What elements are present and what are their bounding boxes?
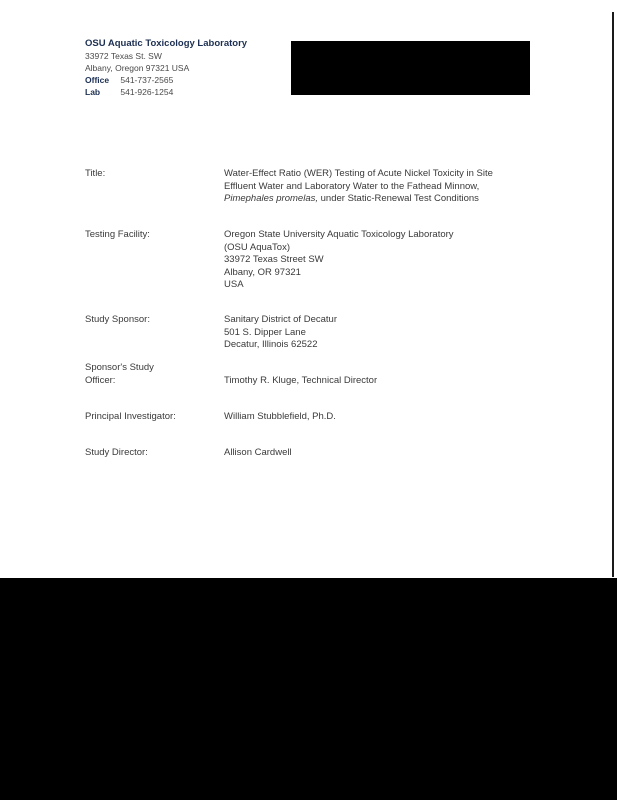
lab-phone-line — [85, 86, 285, 98]
facility-line: Albany, OR 97321 — [224, 266, 301, 278]
facility-line: 33972 Texas Street SW — [224, 254, 324, 265]
page-edge-line — [612, 12, 614, 577]
study-sponsor-value — [224, 314, 544, 352]
title-line-1: Water-Effect Ratio (WER) Testing of Acute Nickel Toxicity in Site — [224, 168, 493, 179]
sponsor-officer-value: Timothy R. Kluge, Technical Director — [224, 374, 378, 386]
redaction-block-top — [291, 41, 530, 95]
lab-label: Lab — [85, 87, 101, 97]
office-phone: 541-737-2565 — [120, 75, 174, 85]
testing-facility-value — [224, 229, 544, 292]
study-sponsor-label: Study Sponsor: — [85, 314, 150, 325]
principal-investigator-label: Principal Investigator: — [85, 411, 176, 422]
redaction-block-bottom — [0, 578, 617, 800]
lab-letterhead — [85, 38, 285, 98]
sponsor-line: 501 S. Dipper Lane — [224, 326, 306, 338]
sponsor-line: Decatur, Illinois 62522 — [224, 339, 318, 350]
title-label: Title: — [85, 168, 106, 179]
facility-line: (OSU AquaTox) — [224, 241, 290, 253]
facility-line: Oregon State University Aquatic Toxicology Laboratory — [224, 229, 454, 240]
title-value — [224, 168, 544, 206]
testing-facility-label: Testing Facility: — [85, 229, 150, 240]
species-name: Pimephales promelas, — [224, 193, 318, 204]
title-line-3-rest: under Static-Renewal Test Conditions — [318, 193, 479, 204]
study-director-label: Study Director: — [85, 447, 148, 458]
sponsor-officer-label — [85, 362, 154, 387]
lab-city: Albany, Oregon 97321 USA — [85, 63, 190, 73]
sponsor-officer-label-line-2: Officer: — [85, 374, 116, 386]
title-line-2: Effluent Water and Laboratory Water to the Fathead Minnow, — [224, 180, 480, 192]
sponsor-line: Sanitary District of Decatur — [224, 314, 337, 325]
office-label: Office — [85, 75, 110, 85]
office-phone-line — [85, 74, 285, 86]
facility-line: USA — [224, 279, 244, 290]
title-line-3 — [224, 193, 544, 206]
lab-name: OSU Aquatic Toxicology Laboratory — [85, 38, 248, 49]
principal-investigator-value: William Stubblefield, Ph.D. — [224, 411, 336, 422]
sponsor-officer-label-line-1: Sponsor's Study — [85, 362, 154, 373]
lab-street: 33972 Texas St. SW — [85, 51, 162, 61]
lab-phone: 541-926-1254 — [120, 87, 174, 97]
study-director-value: Allison Cardwell — [224, 447, 292, 458]
